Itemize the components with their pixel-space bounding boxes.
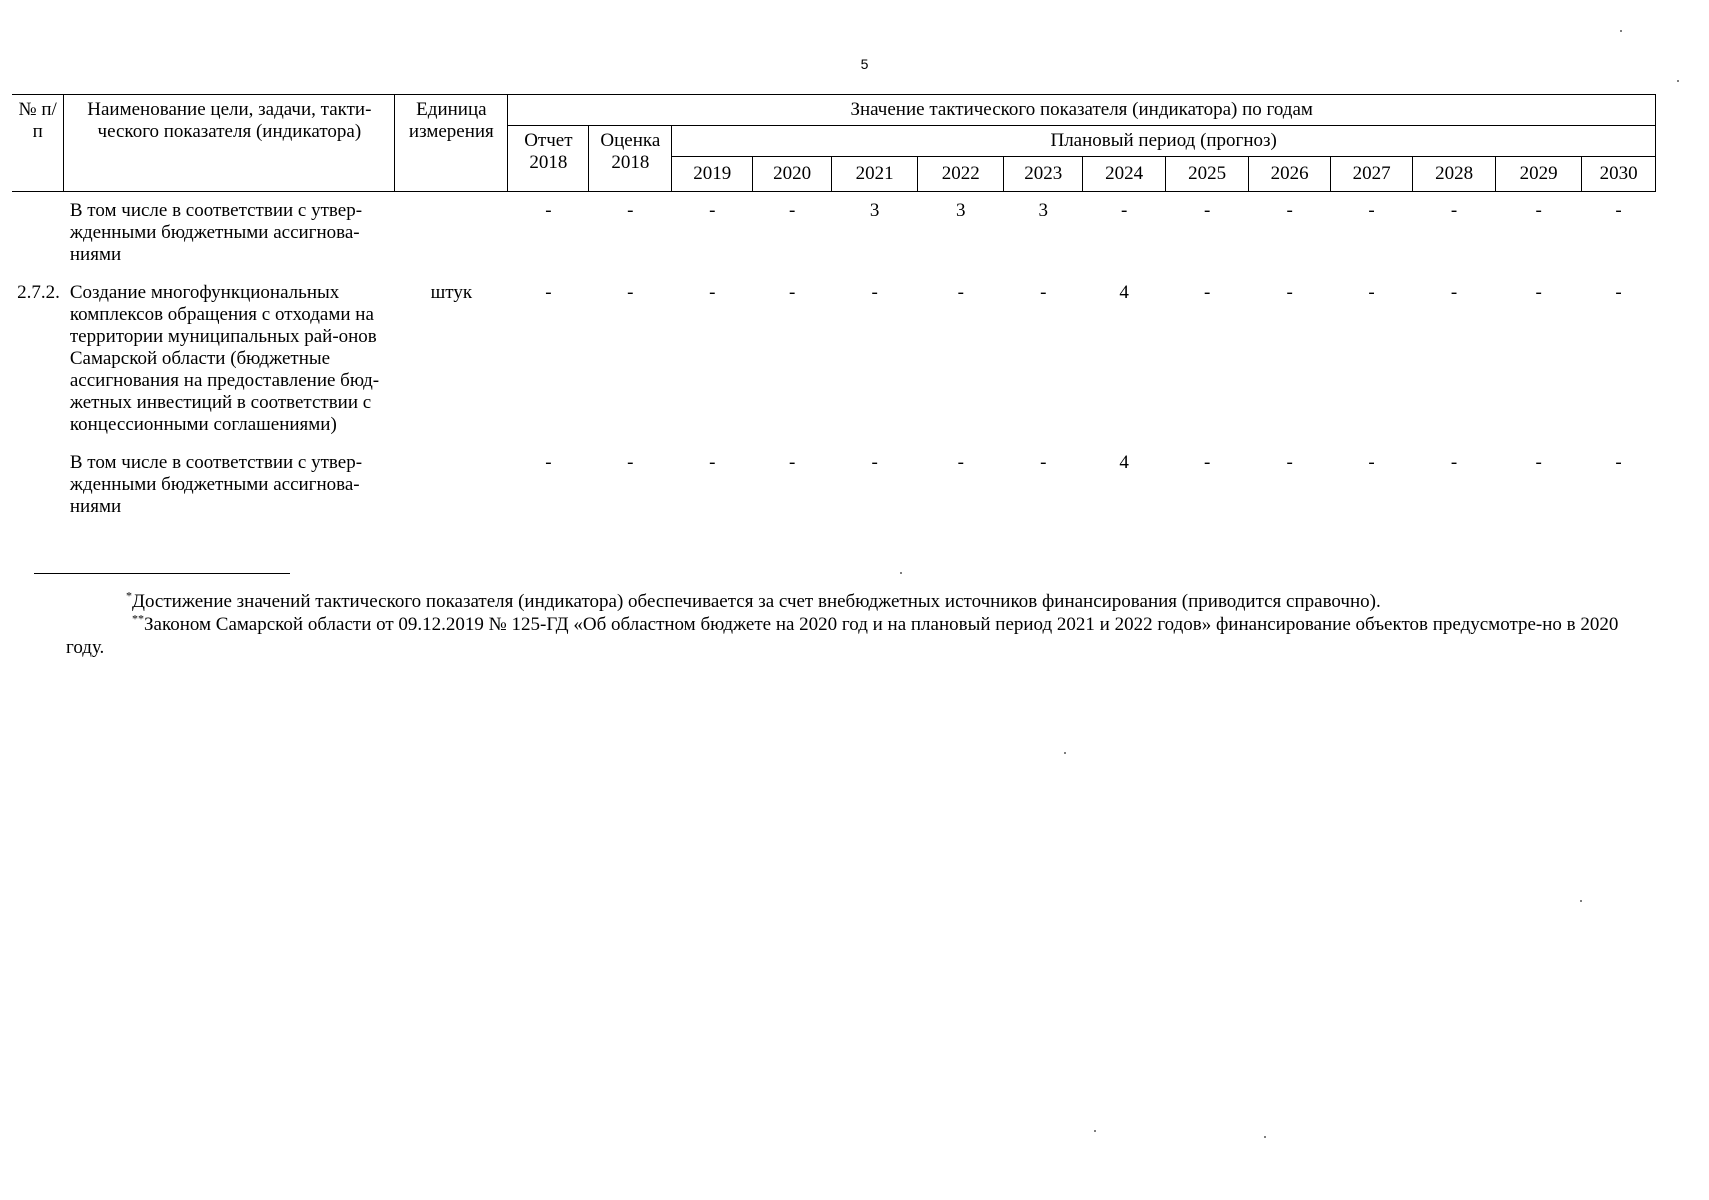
value-cell: - (1203, 200, 1211, 221)
value-cell: - (1615, 282, 1622, 303)
scan-speck (900, 572, 902, 574)
value-cell: - (789, 282, 796, 303)
row-num: 2.7.2. (17, 282, 60, 303)
row-unit (395, 192, 508, 275)
row-name: Создание многофункциональных комплексов обращения с отходами на территории муниципальных рай-онов Самарской области (бюджетные ассигнования на предоставление бюд-жетных инвестиций в соответствии с концессионными соглашениями) (69, 282, 380, 435)
value-cell: - (1535, 200, 1542, 221)
header-year: 2023 (1004, 157, 1083, 192)
footnote-mark: ** (132, 611, 144, 626)
table-row (12, 274, 1656, 444)
scan-speck (1677, 80, 1679, 82)
value-cell: - (789, 452, 796, 473)
value-cell: - (1368, 200, 1375, 221)
row-name: В том числе в соответствии с утвер-жденными бюджетными ассигнова-ниями (69, 452, 363, 517)
value-cell: - (709, 200, 716, 221)
value-cell: 3 (956, 200, 966, 221)
header-planned: Плановый период (прогноз) (672, 126, 1656, 157)
header-year: 2028 (1413, 157, 1496, 192)
header-year: 2026 (1249, 157, 1331, 192)
value-cell: - (1535, 282, 1542, 303)
value-cell: - (1535, 452, 1542, 473)
header-year: 2024 (1083, 157, 1166, 192)
scan-speck (1264, 1136, 1266, 1138)
value-cell: - (1040, 452, 1047, 473)
header-unit: Единица измерения (395, 95, 508, 192)
indicators-table (12, 94, 1656, 518)
header-year: 2027 (1331, 157, 1413, 192)
value-cell: - (1203, 452, 1211, 473)
row-num (12, 192, 64, 275)
value-cell: 3 (869, 200, 880, 221)
table-row (12, 444, 1656, 518)
row-name: В том числе в соответствии с утвер-жденными бюджетными ассигнова-ниями (69, 200, 363, 265)
footnote-text: Достижение значений тактического показателя (индикатора) обеспечивается за счет внебюджетных источников финансирования (приводится справочно). (132, 591, 1381, 612)
header-year: 2025 (1166, 157, 1249, 192)
header-year: 2022 (918, 157, 1004, 192)
value-cell: - (1203, 282, 1211, 303)
value-cell: - (1450, 282, 1458, 303)
footnote-1 (66, 590, 1660, 613)
header-year: 2019 (672, 157, 753, 192)
header-year: 2029 (1496, 157, 1582, 192)
value-cell: - (545, 200, 552, 221)
table-row (12, 192, 1656, 275)
value-cell: 4 (1119, 282, 1129, 303)
footnote-mark: * (126, 588, 132, 603)
value-cell: - (709, 282, 716, 303)
value-cell: - (1450, 452, 1458, 473)
value-cell: - (1368, 452, 1375, 473)
value-cell: 4 (1119, 452, 1129, 473)
value-cell: - (1615, 452, 1622, 473)
header-year: 2021 (832, 157, 918, 192)
value-cell: 3 (1038, 200, 1048, 221)
value-cell: - (627, 200, 634, 221)
header-year: 2020 (753, 157, 832, 192)
header-name: Наименование цели, задачи, такти-ческого показателя (индикатора) (64, 95, 395, 192)
value-cell: - (1120, 200, 1128, 221)
footnote-text: Законом Самарской области от 09.12.2019 № 125-ГД «Об областном бюджете на 2020 год и на плановый период 2021 и 2022 годов» финансирование объектов предусмотре-но в 2020 году. (66, 614, 1619, 658)
scan-speck (1094, 1130, 1096, 1132)
row-unit (395, 444, 508, 518)
page-number: 5 (860, 56, 869, 72)
header-values-group: Значение тактического показателя (индикатора) по годам (508, 95, 1656, 126)
value-cell: - (1368, 282, 1375, 303)
value-cell: - (871, 282, 878, 303)
header-num: № п/п (12, 95, 64, 192)
footnote-2 (66, 613, 1660, 659)
value-cell: - (1040, 282, 1047, 303)
value-cell: - (1615, 200, 1622, 221)
value-cell: - (1286, 452, 1293, 473)
value-cell: - (1286, 282, 1293, 303)
row-num (12, 444, 64, 518)
value-cell: - (545, 452, 552, 473)
footnotes (66, 590, 1660, 659)
header-estimate: Оценка 2018 (589, 126, 672, 192)
value-cell: - (957, 452, 964, 473)
scan-speck (1580, 900, 1582, 902)
value-cell: - (789, 200, 796, 221)
value-cell: - (627, 452, 634, 473)
header-year: 2030 (1582, 157, 1656, 192)
value-cell: - (1450, 200, 1458, 221)
value-cell: - (1286, 200, 1293, 221)
value-cell: - (709, 452, 716, 473)
footnote-divider (34, 573, 290, 574)
scan-speck (1064, 752, 1066, 754)
value-cell: - (957, 282, 964, 303)
value-cell: - (871, 452, 878, 473)
header-report: Отчет 2018 (508, 126, 589, 192)
row-unit: штук (430, 282, 473, 303)
value-cell: - (545, 282, 552, 303)
value-cell: - (627, 282, 634, 303)
scan-speck (1620, 30, 1622, 32)
